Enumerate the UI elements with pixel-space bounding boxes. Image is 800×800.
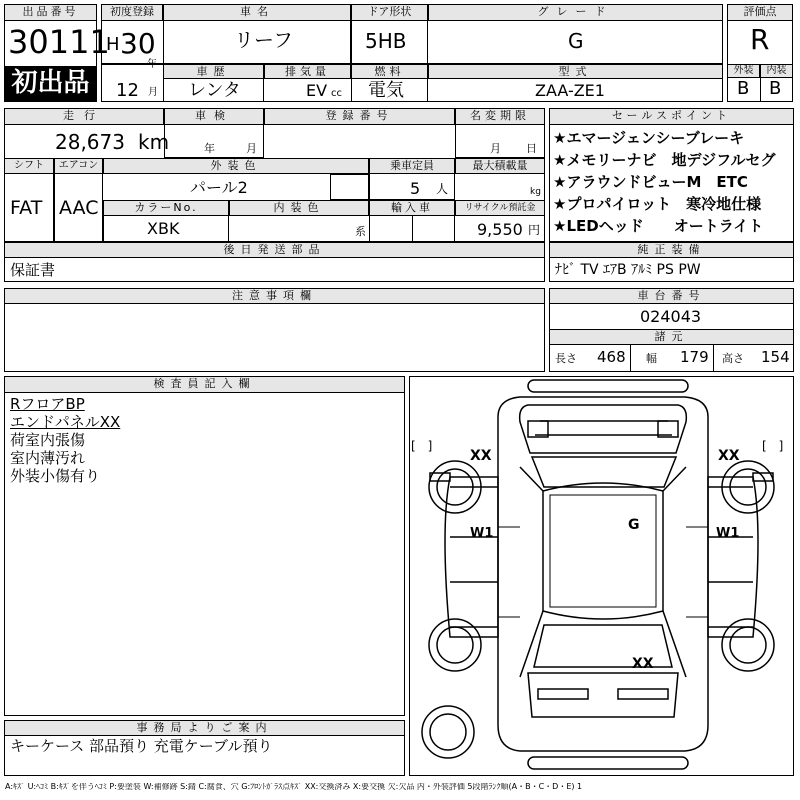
insp-year-unit: 年 [204, 142, 215, 155]
displacement: EV [306, 81, 328, 100]
sales-item: ★メモリーナビ 地デジフルセグ [553, 151, 776, 169]
shift-label: シフト [4, 158, 54, 174]
model: ZAA-ZE1 [535, 81, 605, 100]
color-no-label: カラーNo. [103, 200, 229, 216]
sales-item: ★プロパイロット 寒冷地仕様 [553, 195, 762, 213]
mileage-label: 走行 [4, 108, 164, 125]
length-label: 長さ [555, 352, 577, 365]
displacement-label: 排気量 [264, 64, 351, 79]
ac: AAC [59, 197, 99, 219]
fuel: 電気 [368, 80, 404, 101]
import-divider [412, 216, 413, 242]
score-label: 評価点 [727, 4, 793, 21]
width: 179 [680, 348, 709, 366]
dims-label: 諸元 [549, 329, 794, 345]
mileage: 28,673 [55, 130, 125, 154]
nc-month-unit: 月 [490, 142, 501, 155]
import-label: 輸入車 [369, 200, 455, 216]
legend: A:ｷｽﾞ U:ﾍｺﾐ B:ｷｽﾞを伴うﾍｺﾐ P:要塗装 W:補修跡 S:錆 C:腐食、穴 G:ﾌﾛﾝﾄｶﾞﾗｽ点ｷｽﾞ XX:交換済み X:要交換 欠:欠品 内・外装評価 5段階ﾗﾝｸ順(A・B・C・D・E) 1 [5, 783, 583, 791]
later-parts-value: 保証書 [10, 261, 56, 279]
exterior-color: パール2 [190, 178, 248, 197]
chassis-label: 車台番号 [549, 288, 794, 304]
plate-label: 登録番号 [264, 108, 455, 125]
ac-label: エアコン [54, 158, 103, 174]
inspector-line: 外装小傷有り [10, 467, 101, 485]
width-label: 幅 [646, 352, 657, 365]
score: R [750, 23, 770, 56]
reg-year: 30 [120, 27, 156, 60]
fuel-label: 燃料 [351, 64, 428, 79]
nc-day-unit: 日 [526, 142, 537, 155]
name-change-label: 名変期限 [455, 108, 545, 125]
recycle: 9,550 [477, 220, 523, 239]
exterior-color-label: 外装色 [103, 158, 369, 174]
sales-item: ★エマージェンシーブレーキ [553, 129, 745, 147]
history: レンタ [188, 80, 241, 101]
inspection-label: 車検 [164, 108, 264, 125]
sales-item: ★アラウンドビューM ETC [553, 173, 748, 191]
later-parts-label: 後日発送部品 [4, 242, 545, 258]
capacity-label: 乗車定員 [369, 158, 455, 174]
inspector-line: 室内薄汚れ [10, 449, 86, 467]
damage-mark-door-right: W1 [716, 526, 740, 541]
office-value: キーケース 部品預り 充電ケーブル預り [10, 737, 273, 755]
equipment-label: 純正装備 [549, 242, 794, 258]
first-listing-badge: 初出品 [5, 66, 96, 101]
lot-label: 出品番号 [4, 4, 97, 21]
load-label: 最大積載量 [455, 158, 545, 174]
yen-unit: 円 [528, 223, 541, 237]
cc-unit: cc [331, 88, 342, 99]
damage-mark-roof: G [628, 517, 640, 533]
reg-month: 12 [116, 80, 139, 101]
height-label: 高さ [722, 352, 744, 365]
office-label: 事務局よりご案内 [4, 720, 405, 736]
km-unit: km [138, 130, 170, 154]
inspector-label: 検査員記入欄 [4, 376, 405, 393]
equipment-value: ﾅﾋﾞ TV ｴｱB ｱﾙﾐ PS PW [555, 262, 701, 278]
exterior-color-swatch [330, 174, 369, 200]
sales-item: ★LEDヘッド オートライト [553, 217, 764, 235]
bracket-left: [ ] [411, 439, 433, 453]
height: 154 [761, 348, 790, 366]
name-label: 車名 [163, 4, 351, 21]
capacity: 5 [410, 179, 421, 198]
lot-number: 30111 [8, 23, 110, 61]
ext-grade: B [737, 78, 750, 99]
caution-label: 注意事項欄 [4, 288, 545, 304]
damage-mark-front-right: XX [718, 448, 740, 464]
interior-suffix: 系 [355, 225, 366, 238]
damage-mark-door-left: W1 [470, 526, 494, 541]
model-label: 型式 [428, 64, 723, 79]
inspector-line: エンドパネルXX [10, 413, 121, 431]
insp-month-unit: 月 [246, 142, 257, 155]
capacity-unit: 人 [436, 182, 449, 196]
car-diagram [410, 377, 793, 775]
era: H [106, 34, 120, 55]
dims-divider [713, 345, 714, 372]
damage-mark-rear: XX [632, 656, 654, 672]
sales-label: セールスポイント [549, 108, 794, 125]
reg-label: 初度登録 [101, 4, 163, 21]
int-label: 内装 [760, 64, 793, 78]
dims-divider [630, 345, 631, 372]
score-divider [760, 64, 761, 102]
bracket-right: [ ] [762, 439, 784, 453]
door-label: ドア形状 [351, 4, 428, 21]
int-grade: B [769, 78, 782, 99]
recycle-label: リサイクル預託金 [455, 200, 545, 216]
shift: FAT [10, 197, 43, 219]
month-unit: 月 [148, 87, 158, 98]
grade: G [568, 29, 584, 53]
history-label: 車歴 [163, 64, 264, 79]
interior-color-label: 内装色 [229, 200, 369, 216]
load-unit: kg [530, 187, 541, 197]
chassis-number: 024043 [640, 307, 702, 326]
damage-mark-front-left: XX [470, 448, 492, 464]
grade-label: グレード [428, 4, 723, 21]
car-name: リーフ [234, 28, 293, 52]
ext-label: 外装 [727, 64, 760, 78]
inspector-line: RフロアBP [10, 395, 85, 413]
year-unit: 年 [147, 59, 157, 70]
inspector-line: 荷室内張傷 [10, 431, 86, 449]
color-no: XBK [147, 219, 180, 238]
length: 468 [597, 348, 626, 366]
door: 5HB [365, 29, 407, 53]
